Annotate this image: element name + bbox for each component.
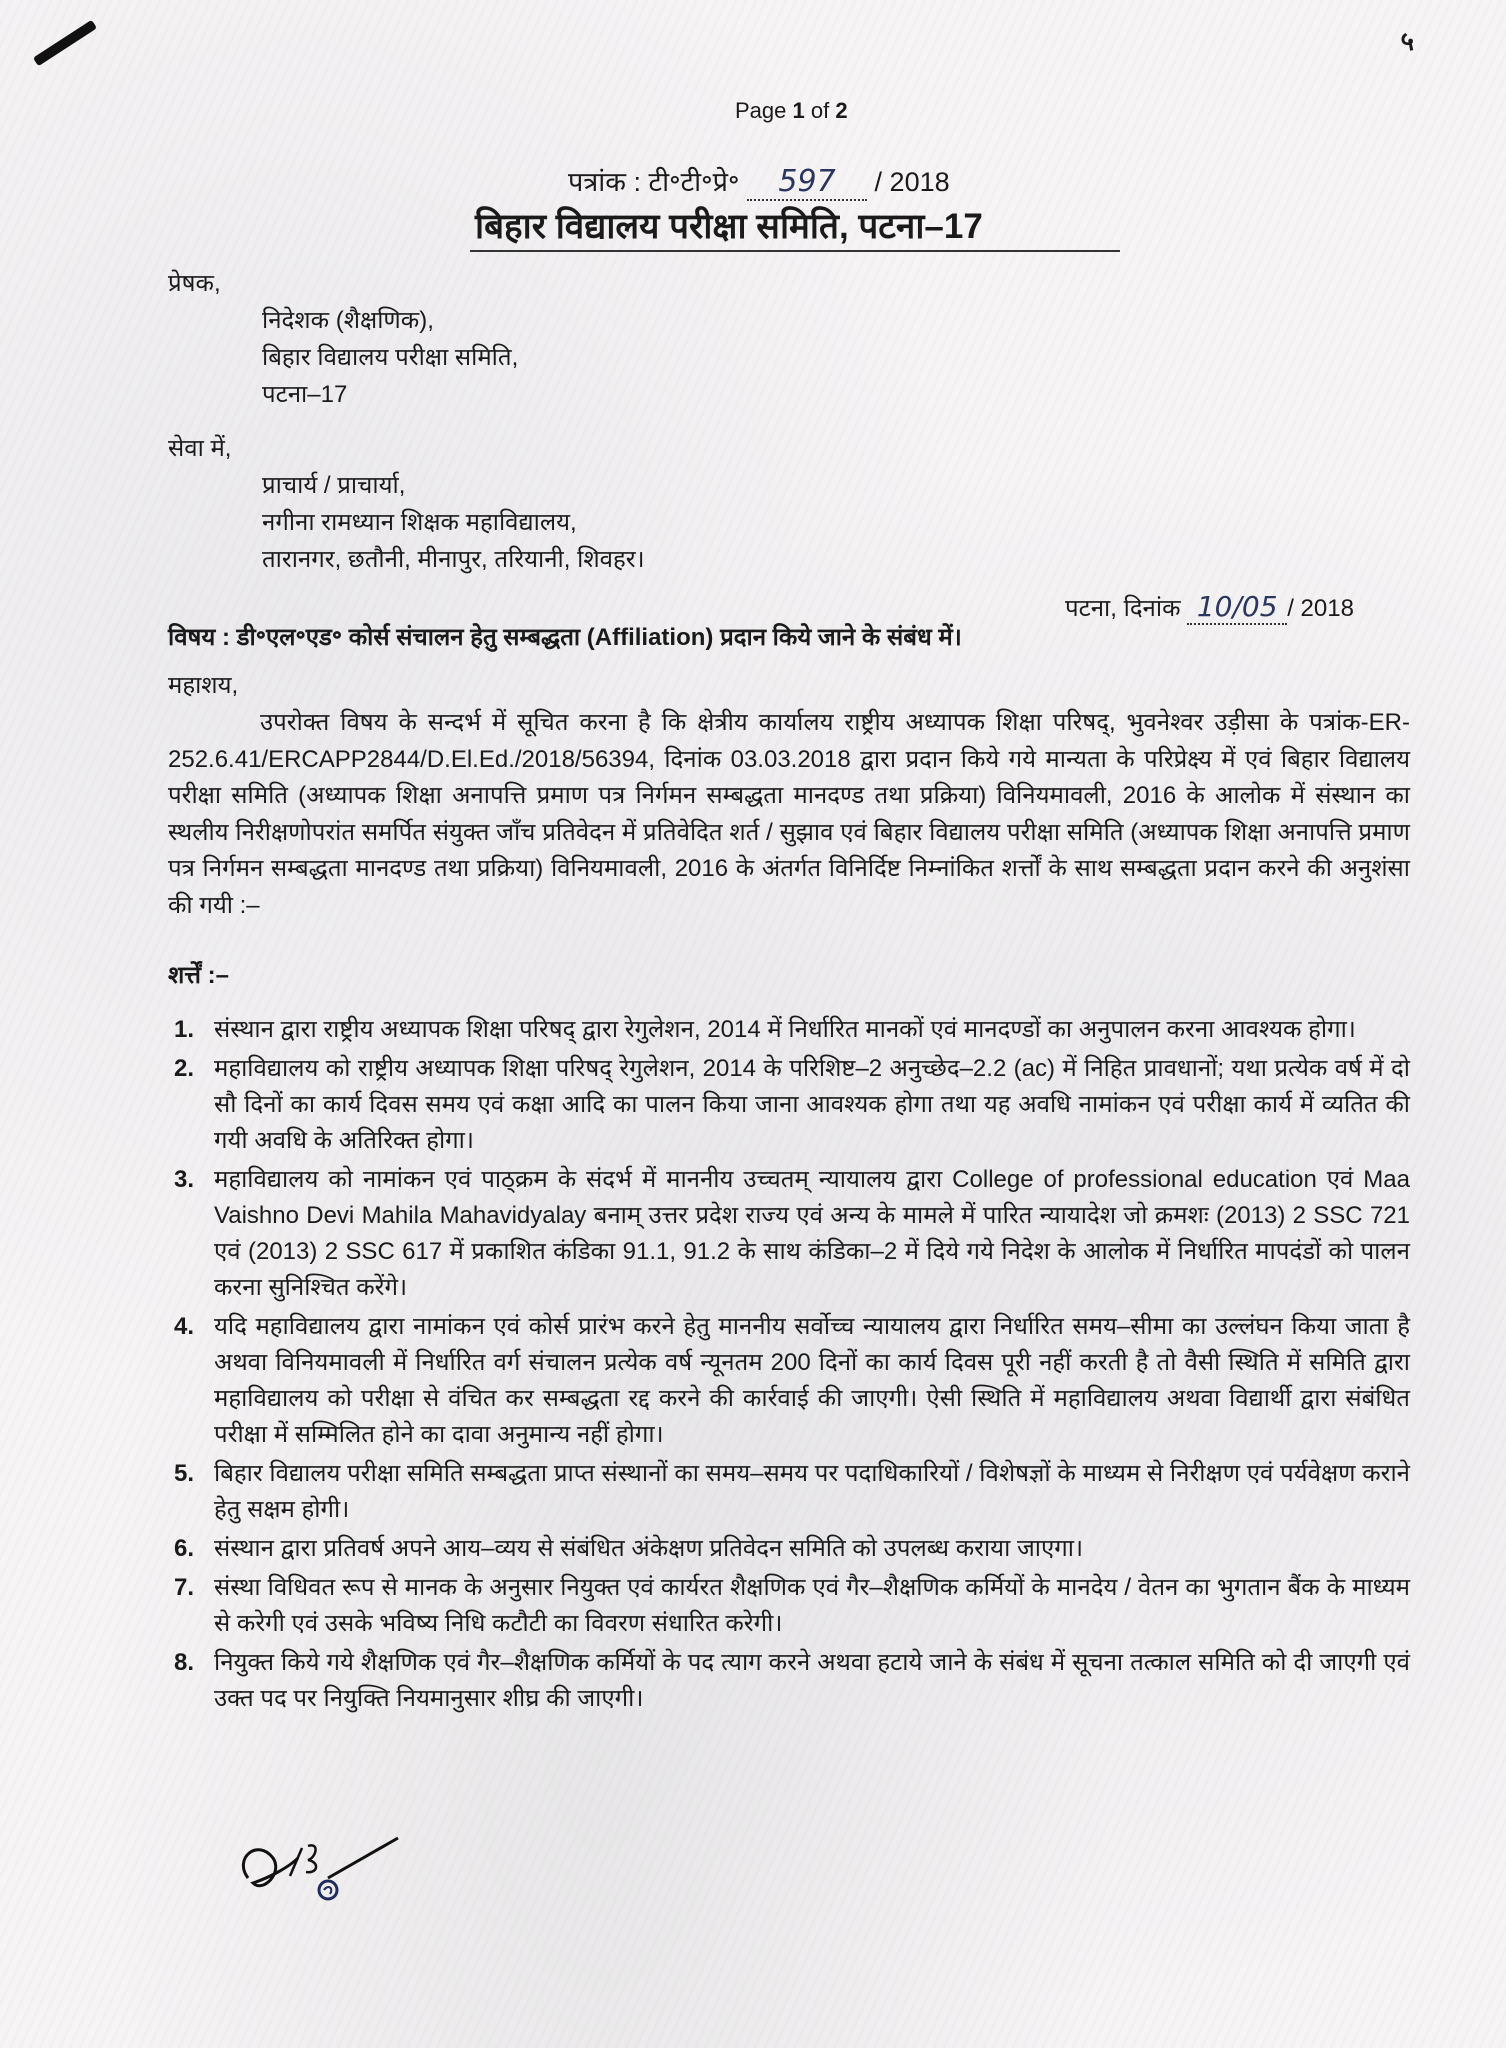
page-current: 1 [792,98,805,123]
sender-line: पटना–17 [262,381,348,408]
sender-label: प्रेषक, [168,270,221,297]
body-paragraph: उपरोक्त विषय के सन्दर्भ में सूचित करना है कि क्षेत्रीय कार्यालय राष्ट्रीय अध्यापक शिक्षा परिषद्, भुवनेश्वर उड़ीसा के पत्रांक-ER-252.6.41/ERCAPP2844/D.El.Ed./2018/56394, दिनांक 03.03.2018 द्वारा प्रदान किये गये मान्यता के परिप्रेक्ष्य में एवं बिहार विद्यालय परीक्षा समिति (अध्यापक शिक्षा अनापत्ति प्रमाण पत्र निर्गमन सम्बद्धता मानदण्ड तथा प्रक्रिया) विनियमावली, 2016 के आलोक में संस्थान का स्थलीय निरीक्षणोपरांत समर्पित संयुक्त जाँच प्रतिवेदन में प्रतिवेदित शर्त / सुझाव एवं बिहार विद्यालय परीक्षा समिति (अध्यापक शिक्षा अनापत्ति प्रमाण पत्र निर्गमन सम्बद्धता मानदण्ड तथा प्रक्रिया) विनियमावली, 2016 के अंतर्गत विनिर्दिष्ट निम्नांकित शर्त्तों के साथ सम्बद्धता प्रदान करने की अनुशंसा की गयी :– [168,709,1410,919]
condition-item [168,1645,1410,1717]
letter-date [1065,590,1354,625]
condition-text: महाविद्यालय को राष्ट्रीय अध्यापक शिक्षा परिषद् रेगुलेशन, 2014 के परिशिष्ट–2 अनुच्छेद–2.2 (ac) में निहित प्रावधानों; यथा प्रत्येक वर्ष में दो सौ दिनों का कार्य दिवस समय एवं कक्षा आदि का पालन किया जाना आवश्यक होगा तथा यह अवधि नामांकन एवं परीक्षा कार्य में व्यतित की गयी अवधि के अतिरिक्त होगा। [214,1055,1410,1154]
signature-scribble-icon [228,1818,428,1918]
condition-text: बिहार विद्यालय परीक्षा समिति सम्बद्धता प्राप्त संस्थानों का समय–समय पर पदाधिकारियों / विशेषज्ञों के माध्यम से निरीक्षण एवं पर्यवेक्षण कराने हेतु सक्षम होगी। [214,1460,1410,1523]
condition-number: 1. [174,1016,195,1043]
sender-line: निदेशक (शैक्षणिक), [262,307,434,334]
letter-number-year: / 2018 [867,167,950,197]
recipient-line: नगीना रामध्यान शिक्षक महाविद्यालय, [262,509,577,536]
salutation: महाशय, [168,672,239,699]
condition-text: संस्थान द्वारा प्रतिवर्ष अपने आय–व्यय से संबंधित अंकेक्षण प्रतिवेदन समिति को उपलब्ध कराया जाएगा। [214,1535,1084,1562]
condition-number: 5. [174,1460,195,1487]
condition-item [168,1309,1410,1453]
condition-item [168,1570,1410,1642]
page-indicator [735,98,848,124]
letter-number [568,162,950,201]
sender-line: बिहार विद्यालय परीक्षा समिति, [262,344,519,371]
conditions-heading: शर्त्तें :– [168,962,229,989]
date-prefix: पटना, दिनांक [1065,595,1188,622]
condition-number: 6. [174,1535,195,1562]
letter-number-handwritten: 597 [747,164,867,201]
page-prefix: Page [735,98,793,123]
condition-item [168,1456,1410,1528]
date-year: / 2018 [1287,595,1354,622]
condition-text: नियुक्त किये गये शैक्षणिक एवं गैर–शैक्षणिक कर्मियों के पद त्याग करने अथवा हटाये जाने के संबंध में सूचना तत्काल समिति को दी जाएगी एवं उक्त पद पर नियुक्ति नियमानुसार शीघ्र की जाएगी। [214,1649,1410,1712]
sender-address [262,302,518,413]
condition-number: 2. [174,1055,195,1082]
condition-item [168,1531,1410,1567]
condition-text: महाविद्यालय को नामांकन एवं पाठ्क्रम के संदर्भ में माननीय उच्चतम् न्यायालय द्वारा College of professional education एवं Maa Vaishno Devi Mahila Mahavidyalay बनाम् उत्तर प्रदेश राज्य एवं अन्य के मामले में पारित न्यायादेश जो क्रमशः (2013) 2 SSC 721 एवं (2013) 2 SSC 617 में प्रकाशित कंडिका 91.1, 91.2 के साथ कंडिका–2 में दिये गये निदेश के आलोक में निर्धारित मापदंडों को पालन करना सुनिश्चित करेंगे। [214,1166,1410,1301]
recipient-address [262,467,645,578]
condition-number: 8. [174,1649,195,1676]
condition-text: संस्थान द्वारा राष्ट्रीय अध्यापक शिक्षा परिषद् द्वारा रेगुलेशन, 2014 में निर्धारित मानकों एवं मानदण्डों का अनुपालन करना आवश्यक होगा। [214,1016,1356,1043]
title-underline [470,250,1120,252]
condition-item [168,1162,1410,1306]
subject-line: विषय : डी॰एल॰एड॰ कोर्स संचालन हेतु सम्बद्धता (Affiliation) प्रदान किये जाने के संबंध में। [168,624,962,651]
date-handwritten: 10/05 [1187,590,1287,625]
organization-title: बिहार विद्यालय परीक्षा समिति, पटना–17 [475,207,983,246]
recipient-line: तारानगर, छतौनी, मीनापुर, तरियानी, शिवहर। [262,546,645,573]
condition-item [168,1012,1410,1048]
condition-text: संस्था विधिवत रूप से मानक के अनुसार नियुक्त एवं कार्यरत शैक्षणिक एवं गैर–शैक्षणिक कर्मियों के मानदेय / वेतन का भुगतान बैंक के माध्यम से करेगी एवं उसके भविष्य निधि कटौटी का विवरण संधारित करेगी। [214,1574,1410,1637]
page-total: 2 [835,98,848,123]
recipient-line: प्राचार्य / प्राचार्या, [262,472,406,499]
recipient-label: सेवा में, [168,435,232,462]
condition-number: 7. [174,1574,195,1601]
conditions-list [168,1012,1410,1720]
condition-number: 3. [174,1166,195,1193]
condition-number: 4. [174,1313,195,1340]
page-of: of [804,98,836,123]
handwritten-signature [228,1818,428,1918]
condition-text: यदि महाविद्यालय द्वारा नामांकन एवं कोर्स प्रारंभ करने हेतु माननीय सर्वोच्च न्यायालय द्वारा निर्धारित समय–सीमा का उल्लंघन किया जाता है अथवा विनियमावली में निर्धारित वर्ग संचालन प्रत्येक वर्ष न्यूनतम 200 दिनों का कार्य दिवस पूरी नहीं करती है तो वैसी स्थिति में समिति द्वारा महाविद्यालय को परीक्षा से वंचित कर सम्बद्धता रद्द करने की कार्रवाई की जाएगी। ऐसी स्थिति में महाविद्यालय अथवा विद्यार्थी द्वारा संबंधित परीक्षा में सम्मिलित होने का दावा अनुमान्य नहीं होगा। [214,1313,1410,1448]
letter-number-prefix: पत्रांक : टी॰टी॰प्रे॰ [568,167,748,197]
page-corner-number: ५ [1400,26,1414,56]
condition-item [168,1051,1410,1159]
